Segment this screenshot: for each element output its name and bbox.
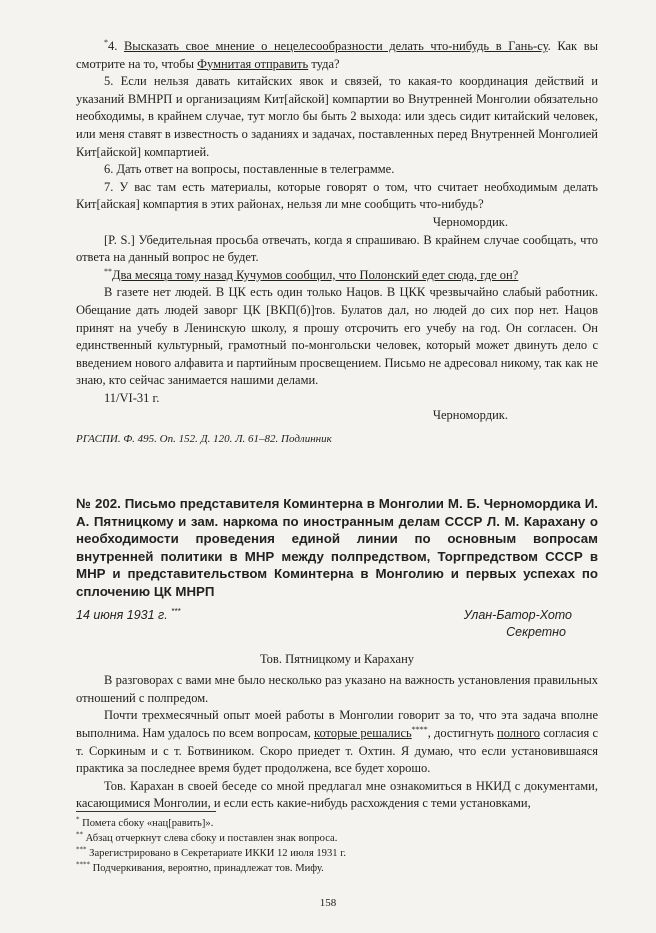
footnote-mark: ****: [76, 860, 90, 869]
footnote-mark: **: [76, 830, 83, 839]
footnote: [76, 846, 598, 861]
paragraph: В разговорах с вами мне было несколько раз указано на важность установления правильных отношений с полпредом.: [76, 673, 598, 705]
text-fragment: , достигнуть: [427, 726, 498, 740]
item-6: 6. Дать ответ на вопросы, поставленные в телеграмме.: [104, 162, 395, 177]
footnote-mark: ***: [171, 606, 181, 616]
footnote-text: Зарегистрировано в Секретариате ИККИ 12 июля 1931 г.: [89, 848, 346, 859]
footnotes: [76, 811, 598, 876]
document-title: № 202. Письмо представителя Коминтерна в Монголии М. Б. Черномордика И. А. Пятницкому и зам. наркома по иностранным делам СССР Л. М. Карахану о необходимости проведения единой линии по основным вопросам внутренней политики в МНР между полпредством, Торгпредством СССР в МНР и представительством Коминтерна в Монголию и первых успехах по сплочению ЦК МНРП: [76, 496, 598, 600]
document-meta: [76, 607, 598, 641]
underlined-text: Фумнитая отправить: [197, 56, 309, 71]
footnote-text: Подчеркивания, вероятно, принадлежат тов. Мифу.: [92, 863, 324, 874]
footnote-text: Абзац отчеркнут слева сбоку и поставлен знак вопроса.: [85, 833, 338, 844]
footnote-mark: ****: [411, 724, 428, 734]
item-4: [76, 38, 598, 73]
paragraph: [76, 707, 598, 777]
item-number: 4.: [108, 39, 124, 53]
underlined-text: Высказать свое мнение о нецелесообразности делать что-нибудь в Гань-су: [123, 39, 548, 53]
letter-date: 11/VI-31 г.: [104, 390, 160, 405]
addressee: Тов. Пятницкому и Карахану: [259, 651, 415, 666]
underlined-text: полного: [497, 726, 541, 740]
text-fragment: Почти трехмесячный опыт моей работы в Монголии говорит за то, что эта задача вполне выполнима. Нам удалось по всем вопросам,: [76, 708, 598, 740]
footnote-mark: *: [76, 815, 80, 824]
footnote-text: Помета сбоку «нац[равить]».: [82, 818, 214, 829]
footnote-mark: *: [104, 37, 108, 47]
item-5: 5. Если нельзя давать китайских явок и связей, то какая-то координация действий и указаний ВМНРП и организациям Кит[айской] компартии во Внутренней Монголии обязательно необходимы, в крайнем случае, тут могло бы быть 2 выхода: или здесь сидит китайский человек, или меня ставят в известность о заданиях и задачах, поставленных перед Внутренней Монголией Кит[айской] компартией.: [76, 74, 598, 159]
underlined-text: Два месяца тому назад Кучумов сообщил, что Полонский едет сюда, где он?: [112, 267, 519, 282]
text-fragment: . Как вы смотрите на то, чтобы: [76, 39, 598, 71]
signature: Черномордик.: [432, 408, 508, 423]
document-date: [76, 607, 181, 641]
text-fragment: туда?: [308, 56, 340, 71]
footnote: [76, 861, 598, 876]
postscript: [P. S.] Убедительная просьба отвечать, когда я спрашиваю. В крайнем случае сообщать, что ответа на данный вопрос не будет.: [76, 232, 598, 265]
paragraph: Тов. Карахан в своей беседе со мной предлагал мне ознакомиться в НКИД с документами, касающимися Монголии, и если есть какие-нибудь расхождения с теми установками,: [76, 778, 598, 811]
paragraph: В газете нет людей. В ЦК есть один только Нацов. В ЦКК чрезвычайно слабый работник. Обещание дать людей заворг ЦК [ВКП(б)]тов. Булатов дал, но людей до сих пор нет. Нацов принят на учебу в Ленинскую школу, я прошу отсрочить его учебу на год. Он согласен. Он единственный культурный, грамотный по-монгольски человек, который может двинуть дело с введением нового алфавита и партийным просвещением. Письмо не адресовал никому, так как не знаю, кто сейчас занимается нашими делами.: [76, 285, 598, 388]
signature: Черномордик.: [432, 214, 508, 229]
item-7: 7. У вас там есть материалы, которые говорят о том, что считает необходимым делать Кит[айская] компартия в этих районах, нельзя ли мне сообщить что-нибудь?: [76, 179, 598, 212]
footnote-divider: [76, 811, 216, 812]
place: Улан-Батор-Хото: [463, 607, 572, 622]
footnote-mark: ***: [76, 845, 87, 854]
secrecy-label: Секретно: [506, 624, 566, 639]
underlined-text: которые решались: [314, 726, 412, 740]
date-text: 14 июня 1931 г.: [76, 607, 168, 622]
document-place-block: [464, 607, 598, 641]
footnote: [76, 816, 598, 831]
text-fragment: согласия с т. Соркиным и с т. Ботвиником. Скоро приедет т. Охтин. Я думаю, что если установившаяся практика за последнее время будет продолжена, все будет хорошо.: [76, 726, 598, 776]
page-number: 158: [319, 897, 337, 909]
footnote: [76, 831, 598, 846]
footnote-mark: **: [104, 266, 112, 276]
archive-source: РГАСПИ. Ф. 495. Оп. 152. Д. 120. Л. 61–82. Подлинник: [76, 433, 332, 446]
question-note: [76, 267, 598, 285]
